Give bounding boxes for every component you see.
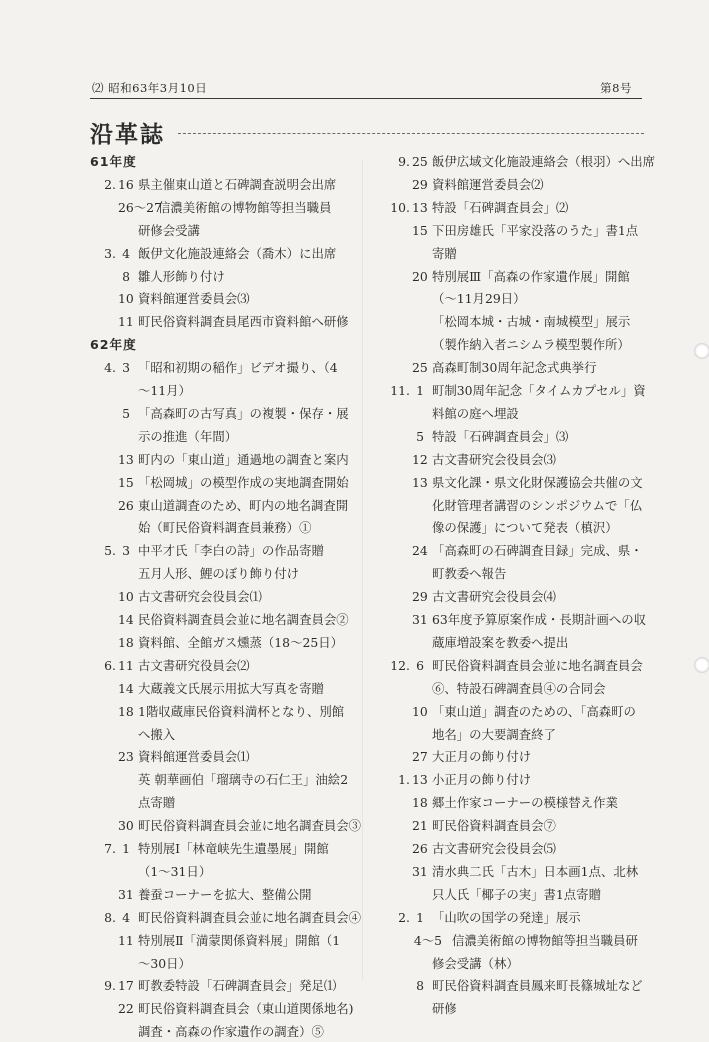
entry-text: 信濃美術館の博物館等担当職員研 — [452, 932, 638, 948]
chronology-entry — [380, 564, 658, 584]
entry-text: 飯伊文化施設連絡会（喬木）に出席 — [138, 245, 337, 261]
entry-day: 18 — [412, 795, 428, 811]
chronology-entry — [90, 564, 350, 584]
entry-month: 5. — [104, 543, 116, 559]
entry-day: 17 — [118, 978, 134, 994]
chronology-entry — [90, 358, 350, 378]
entry-text: 県文化課・県文化財保護協会共催の文 — [432, 474, 643, 490]
entry-text: 町教委特設「石碑調査員会」発足⑴ — [138, 978, 337, 994]
entry-text: 「昭和初期の稲作」ビデオ撮り、（4 — [138, 360, 338, 376]
binder-hole-bottom — [694, 657, 709, 673]
entry-text: 古文書研究会役員会⑸ — [432, 841, 556, 856]
entry-text: 修会受講（林） — [432, 955, 519, 971]
chronology-entry — [380, 816, 658, 836]
entry-text: 県主催東山道と石碑調査説明会出席 — [138, 176, 337, 192]
entry-text: 特設「石碑調査員会」⑵ — [432, 199, 569, 215]
entry-month: 11. — [390, 383, 410, 398]
page-header — [92, 76, 638, 98]
chronology-entry — [380, 198, 658, 218]
entry-day: 13 — [412, 474, 428, 490]
entry-text: 「山吹の国学の発達」展示 — [432, 909, 581, 925]
entry-text: （製作納入者ニシムラ模型製作所） — [432, 337, 630, 353]
entry-text: 「高森町の石碑調査目録」完成、県・ — [432, 543, 643, 559]
chronology-entry — [380, 954, 658, 974]
chronology-entry — [380, 358, 658, 378]
entry-day: 26～27 — [118, 199, 162, 215]
chronology-entry — [380, 633, 658, 653]
entry-text: 只人氏「椰子の実」書1点寄贈 — [432, 886, 601, 902]
entry-day: 11 — [118, 657, 134, 673]
entry-text: 料館の庭へ埋設 — [432, 405, 519, 421]
entry-text: 研修会受講 — [138, 222, 200, 238]
chronology-entry — [380, 793, 658, 813]
entry-day: 15 — [118, 474, 134, 490]
entry-text: 下田房雄氏「平家没落のうた」書1点 — [432, 222, 639, 238]
chronology-entry — [380, 335, 658, 355]
entry-text: 点寄贈 — [138, 795, 176, 811]
chronology-entry — [380, 152, 658, 172]
chronology-entry — [90, 312, 350, 332]
entry-text: 調査・高森の作家遺作の調査）⑤ — [138, 1024, 324, 1040]
entry-text: （～11月29日） — [432, 291, 526, 307]
chronology-entry — [380, 244, 658, 264]
chronology-entry — [90, 770, 350, 790]
entry-text: 大蔵義文氏展示用拡大写真を寄贈 — [138, 680, 324, 696]
entry-text: 町民俗資料調査員会並に地名調査員会③ — [138, 818, 362, 834]
entry-text: 古文書研究会役員会⑶ — [432, 451, 556, 467]
entry-text: 63年度予算原案作成・長期計画への収 — [432, 612, 647, 627]
chronology-entry — [90, 450, 350, 470]
entry-day: 29 — [412, 589, 428, 605]
title-dashed-rule — [178, 133, 644, 134]
entry-month: 9. — [104, 978, 116, 994]
entry-text: 東山道調査のため、町内の地名調査開 — [138, 497, 349, 513]
entry-text: 五月人形、鯉のぼり飾り付け — [138, 566, 300, 582]
chronology-entry — [380, 587, 658, 607]
entry-text: 雛人形飾り付け — [138, 268, 225, 284]
chronology-entry — [90, 725, 350, 745]
entry-text: 寄贈 — [432, 245, 457, 261]
entry-day: 26 — [118, 497, 134, 513]
entry-text: 清水典二氏「古木」日本画1点、北林 — [432, 863, 639, 879]
entry-day: 5 — [122, 405, 130, 421]
chronology-entry — [380, 702, 658, 722]
chronology-entry — [380, 289, 658, 309]
entry-day: 14 — [118, 680, 134, 696]
issue-number: 第8号 — [600, 81, 632, 95]
entry-day: 1 — [122, 841, 130, 856]
entry-text: 大正月の飾り付け — [432, 749, 532, 765]
chronology-entry — [380, 747, 658, 767]
entry-day: 1 — [416, 909, 424, 925]
chronology-entry — [380, 427, 658, 447]
entry-month: 10. — [390, 199, 410, 215]
entry-text: 町民俗資料調査員会並に地名調査員会④ — [138, 909, 362, 925]
entry-text: 「松岡城」の模型作成の実地調査開始 — [138, 474, 349, 490]
chronology-entry — [380, 908, 658, 928]
chronology-entry — [90, 267, 350, 287]
entry-text: 特別展Ⅲ「高森の作家遺作展」開館 — [432, 268, 630, 284]
chronology-entry — [380, 770, 658, 790]
entry-day: 29 — [412, 176, 428, 192]
entry-day: 31 — [412, 612, 428, 627]
entry-month: 4. — [104, 360, 116, 376]
entry-day: 8 — [416, 978, 424, 994]
entry-text: ⑥、特設石碑調査員④の合同会 — [432, 680, 606, 696]
entry-text: 町民俗資料調査員会（東山道関係地名) — [138, 1001, 354, 1017]
chronology-entry — [380, 976, 658, 996]
entry-text: 町民俗資料調査員鳳来町長篠城址など — [432, 978, 643, 994]
section-title: 沿革誌 — [90, 122, 165, 148]
chronology-entry — [380, 999, 658, 1019]
chronology-entry — [90, 541, 350, 561]
chronology-entry — [90, 702, 350, 722]
entry-text: 「東山道」調査のための、「高森町の — [432, 703, 636, 719]
chronology-entry — [90, 198, 350, 218]
entry-day: 1 — [416, 383, 424, 398]
entry-day: 27 — [412, 749, 428, 765]
chronology-entry — [90, 289, 350, 309]
entry-text: 民俗資料調査員会並に地名調査員会② — [138, 612, 349, 627]
entry-day: 15 — [412, 222, 428, 238]
entry-text: ～11月） — [138, 383, 191, 398]
chronology-entry — [380, 518, 658, 538]
entry-text: 町内の「東山道」通過地の調査と案内 — [138, 451, 349, 467]
chronology-entry — [90, 908, 362, 928]
entry-day: 13 — [118, 451, 134, 467]
entry-day: 10 — [118, 291, 134, 307]
chronology-entry — [90, 473, 350, 493]
chronology-entry — [380, 221, 658, 241]
header-rule — [90, 98, 642, 99]
entry-text: 養蚕コーナーを拡大、整備公開 — [138, 886, 312, 902]
entry-day: 26 — [412, 841, 428, 856]
chronology-entry — [90, 747, 350, 767]
entry-month: 1. — [398, 772, 410, 788]
entry-text: 英 朝華画伯「瑠璃寺の石仁王」油絵2 — [138, 772, 349, 788]
entry-day: 8 — [122, 268, 130, 284]
entry-text: 像の保護」について発表（槙沢） — [432, 520, 618, 536]
entry-day: 3 — [122, 360, 130, 376]
chronology-entry — [90, 518, 350, 538]
chronology-entry — [90, 976, 350, 996]
chronology-entry — [380, 473, 658, 493]
chronology-entry — [90, 862, 350, 882]
chronology-entry — [90, 816, 362, 836]
chronology-entry — [90, 381, 350, 401]
chronology-entry — [380, 404, 658, 424]
chronology-entry — [90, 587, 350, 607]
entry-day: 6 — [416, 657, 424, 673]
entry-month: 7. — [104, 841, 116, 856]
chronology-entry — [380, 725, 658, 745]
chronology-entry — [90, 610, 350, 630]
entry-month: 2. — [104, 176, 116, 192]
entry-day: 3 — [122, 543, 130, 559]
chronology-entry — [90, 244, 350, 264]
entry-day: 30 — [118, 818, 134, 834]
fiscal-year-heading: 61年度 — [90, 154, 137, 169]
entry-day: 12 — [412, 451, 428, 467]
entry-day: 20 — [412, 268, 428, 284]
entry-day: 24 — [412, 543, 428, 559]
entry-text: 信濃美術館の博物館等担当職員 — [158, 199, 332, 215]
entry-text: 古文書研究役員会⑵ — [138, 657, 250, 673]
entry-text: 特別展Ⅰ「林竜峡先生遺墨展」開館 — [138, 841, 329, 856]
entry-text: 示の推進（年間） — [138, 428, 238, 444]
entry-text: 小正月の飾り付け — [432, 772, 532, 788]
entry-day: 23 — [118, 749, 134, 765]
chronology-entry — [90, 885, 350, 905]
chronology-entry — [90, 496, 350, 516]
entry-text: 「松岡本城・古城・南城模型」展示 — [432, 314, 631, 330]
entry-day: 4～5 — [413, 932, 442, 948]
entry-month: 9. — [398, 154, 410, 169]
entry-month: 8. — [104, 909, 116, 925]
chronology-entry — [380, 312, 658, 332]
entry-day: 14 — [118, 612, 134, 627]
entry-text: 資料館運営委員会⑶ — [138, 291, 250, 307]
entry-text: 町民俗資料調査員尾西市資料館へ研修 — [138, 314, 349, 330]
entry-day: 10 — [412, 703, 428, 719]
chronology-entry — [90, 175, 350, 195]
entry-text: 蔵庫増設案を教委へ提出 — [432, 634, 569, 650]
entry-text: 町民俗資料調査員会⑦ — [432, 818, 556, 834]
entry-text: ～30日） — [138, 955, 191, 971]
chronology-entry — [90, 1022, 350, 1042]
entry-day: 31 — [412, 863, 428, 879]
entry-day: 18 — [118, 703, 134, 719]
entry-month: 6. — [104, 657, 116, 673]
header-date: ⑵ 昭和63年3月10日 — [92, 81, 208, 95]
chronology-entry — [90, 679, 350, 699]
chronology-entry — [380, 450, 658, 470]
chronology-entry — [380, 679, 658, 699]
chronology-entry — [90, 839, 350, 859]
entry-day: 11 — [118, 932, 134, 948]
chronology-entry — [380, 931, 658, 951]
entry-month: 3. — [104, 245, 116, 261]
entry-day: 11 — [118, 314, 134, 330]
entry-text: 研修 — [432, 1001, 457, 1017]
entry-text: 始（町民俗資料調査員兼務）① — [138, 520, 312, 536]
chronology-entry — [380, 862, 658, 882]
entry-text: 中平才氏「李白の詩」の作品寄贈 — [138, 543, 324, 559]
chronology-entry — [380, 175, 658, 195]
entry-day: 25 — [412, 360, 428, 376]
column-divider — [362, 160, 363, 980]
chronology-entry — [90, 931, 350, 951]
entry-text: 町制30周年記念「タイムカプセル」資 — [432, 383, 646, 398]
entry-text: 資料館運営委員会⑵ — [432, 176, 544, 192]
entry-day: 4 — [122, 245, 130, 261]
entry-day: 21 — [412, 818, 428, 834]
entry-day: 13 — [412, 772, 428, 788]
chronology-entry — [380, 381, 658, 401]
entry-text: 「高森町の古写真」の複製・保存・展 — [138, 405, 349, 421]
entry-day: 13 — [412, 199, 428, 215]
entry-day: 10 — [118, 589, 134, 605]
chronology-entry — [380, 267, 658, 287]
chronology-entry — [90, 404, 350, 424]
entry-month: 2. — [398, 909, 410, 925]
entry-day: 5 — [416, 428, 424, 444]
chronology-entry — [380, 656, 658, 676]
entry-text: 化財管理者講習のシンポジウムで「仏 — [432, 497, 643, 513]
chronology-entry — [90, 656, 350, 676]
chronology-entry — [380, 496, 658, 516]
entry-day: 31 — [118, 886, 134, 902]
entry-text: 郷土作家コーナーの模様替え作業 — [432, 795, 618, 811]
chronology-entry — [90, 633, 350, 653]
entry-month: 12. — [390, 657, 410, 673]
entry-text: 資料館、全館ガス燻蒸（18～25日） — [138, 634, 344, 650]
entry-text: 古文書研究会役員会⑷ — [432, 589, 556, 605]
chronology-entry — [90, 221, 350, 241]
entry-text: へ搬入 — [138, 726, 176, 742]
entry-text: 飯伊広域文化施設連絡会（根羽）へ出席 — [432, 154, 656, 169]
chronology-entry — [90, 954, 350, 974]
entry-day: 25 — [412, 154, 428, 169]
entry-text: 古文書研究会役員会⑴ — [138, 589, 262, 605]
entry-day: 18 — [118, 634, 134, 650]
chronology-entry — [380, 885, 658, 905]
chronology-entry — [90, 793, 350, 813]
entry-day: 4 — [122, 909, 130, 925]
entry-text: 高森町制30周年記念式典挙行 — [432, 360, 597, 376]
chronology-entry — [90, 427, 350, 447]
entry-text: 特別展Ⅱ「満蒙関係資料展」開館（1 — [138, 932, 341, 948]
entry-text: 町民俗資料調査員会並に地名調査員会 — [432, 657, 643, 673]
entry-text: 特設「石碑調査員会」⑶ — [432, 428, 569, 444]
binder-hole-top — [694, 343, 709, 359]
entry-text: 資料館運営委員会⑴ — [138, 749, 250, 765]
entry-day: 16 — [118, 176, 134, 192]
chronology-entry — [380, 541, 658, 561]
chronology-entry — [380, 610, 658, 630]
entry-text: 町教委へ報告 — [432, 566, 507, 582]
fiscal-year-heading: 62年度 — [90, 337, 137, 353]
entry-text: （1～31日） — [138, 863, 212, 879]
entry-text: 地名」の大要調査終了 — [432, 726, 556, 742]
entry-text: 1階収蔵庫民俗資料満杯となり、別館 — [138, 703, 345, 719]
chronology-entry — [380, 839, 658, 859]
chronology-entry — [90, 999, 354, 1019]
entry-day: 22 — [118, 1001, 134, 1017]
